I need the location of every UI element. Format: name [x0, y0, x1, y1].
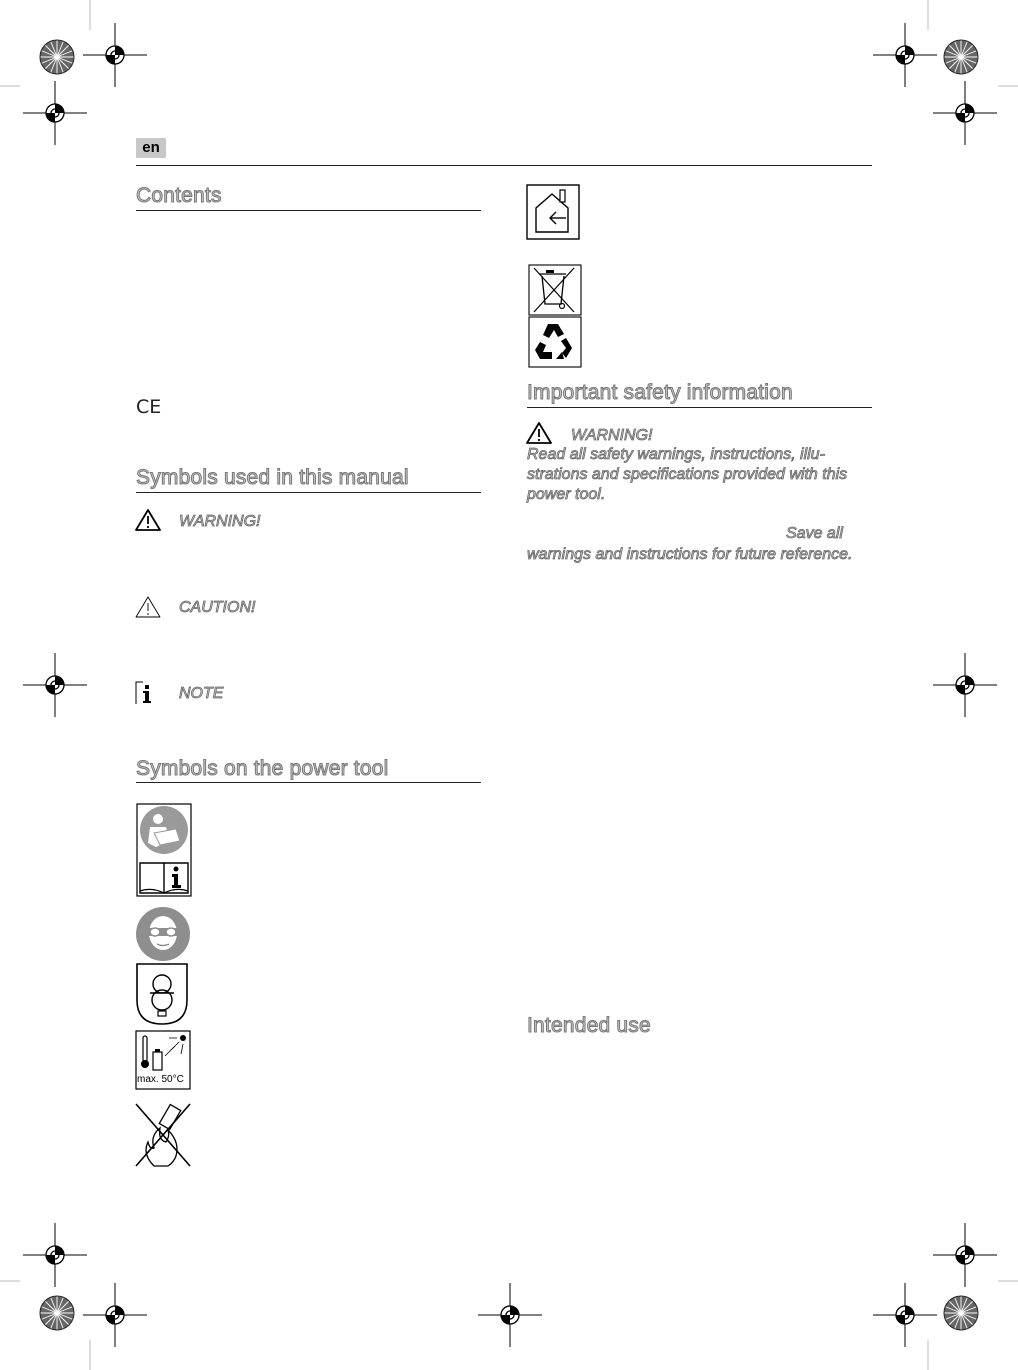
safety-heading: Important safety information — [527, 381, 793, 404]
warning-triangle-icon — [526, 421, 552, 445]
warning-triangle-icon — [135, 508, 161, 532]
contents-heading: Contents — [136, 184, 222, 207]
warning-label: WARNING! — [179, 513, 261, 530]
symbols-manual-rule — [136, 492, 481, 493]
safety-paragraph-1: Read all safety warnings, instructions, illu- strations and specifications provided with this power tool. — [527, 446, 848, 503]
safety-rule — [527, 407, 872, 408]
eye-protection-icon — [135, 906, 191, 962]
safety-warning-label: WARNING! — [571, 427, 653, 444]
header-rule — [136, 165, 872, 166]
no-fire-battery-icon — [134, 1102, 192, 1168]
contents-rule — [136, 210, 481, 211]
symbols-tool-heading: Symbols on the power tool — [136, 757, 389, 780]
safety-paragraph-2: warnings and instructions for future reference. — [527, 546, 853, 563]
ear-protection-icon — [135, 962, 189, 1026]
indoor-use-icon — [526, 184, 580, 240]
symbols-manual-heading: Symbols used in this manual — [136, 466, 409, 489]
weee-bin-icon — [528, 264, 582, 316]
note-label: NOTE — [179, 685, 224, 702]
ce-mark: CE — [136, 396, 162, 418]
caution-label: CAUTION! — [179, 599, 256, 616]
battery-temp-label: max. 50°C — [137, 1074, 184, 1085]
read-manual-icon — [136, 803, 192, 897]
save-all-text: Save all — [786, 525, 843, 542]
caution-triangle-icon — [135, 595, 161, 619]
note-info-icon — [135, 681, 159, 705]
intended-use-heading: Intended use — [527, 1014, 651, 1037]
symbols-tool-rule — [136, 782, 481, 783]
language-tag: en — [136, 138, 166, 158]
recycling-icon — [528, 316, 582, 368]
